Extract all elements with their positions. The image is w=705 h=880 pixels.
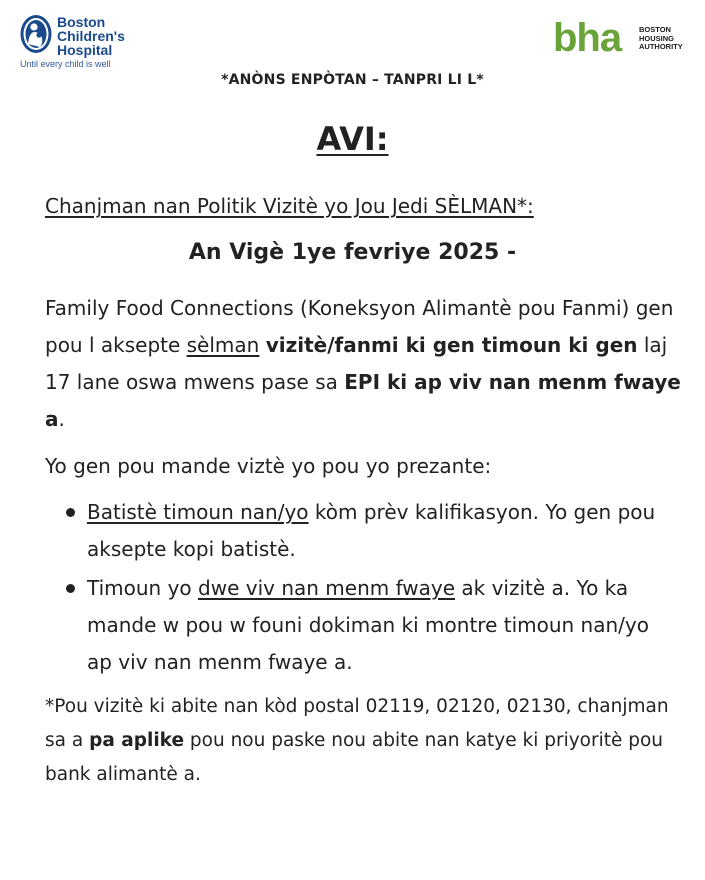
bha-wordmark-text: bha <box>553 18 622 54</box>
bullet-icon <box>66 508 75 517</box>
policy-change-heading: Chanjman nan Politik Vizitè yo Jou Jedi SÈLMAN*: <box>45 194 534 218</box>
bch-seal-icon <box>19 14 53 56</box>
bha-name-line-1: BOSTON <box>639 25 671 34</box>
p1-same-household: EPI ki ap viv nan menm fwaye a <box>45 370 681 431</box>
boston-housing-authority-logo <box>553 18 703 58</box>
list-item <box>60 570 680 681</box>
bullet-1-underlined: Batistè timoun nan/yo <box>87 500 309 524</box>
bch-name-line-3: Hospital <box>57 42 113 58</box>
p1-period: . <box>58 407 65 431</box>
bch-tagline: Until every child is well <box>20 59 111 69</box>
requirements-intro: Yo gen pou mande viztè yo pou yo prezante: <box>45 454 492 478</box>
requirements-list <box>60 494 680 683</box>
footnote-text-1: *Pou vizitè ki abite nan kòd postal 02119, 02120, 02130, chanjman sa a <box>45 696 669 751</box>
bch-name-line-2: Children's <box>57 28 125 44</box>
footnote-does-not-apply: pa aplike <box>89 730 185 751</box>
bullet-2-text: ak vizitè a. Yo ka mande w pou w founi dokiman ki montre timoun nan/yo ap viv nan menm fwaye a. <box>87 576 649 674</box>
p1-text-2: laj 17 lane oswa mwens pase sa <box>45 333 668 394</box>
effective-date: An Vigè 1ye fevriye 2025 - <box>188 240 517 265</box>
bullet-1-text: kòm prèv kalifikasyon. Yo gen pou aksepte kopi batistè. <box>87 500 656 561</box>
footnote-text-2: pou nou paske nou abite nan katye ki priyoritè pou bank alimantè a. <box>45 730 664 785</box>
list-item <box>60 494 680 568</box>
notice-title: AVI: <box>316 120 389 158</box>
p1-visitor-families: vizitè/fanmi ki gen timoun ki gen <box>265 333 638 357</box>
bha-wordmark <box>553 18 635 54</box>
zip-code-footnote <box>45 690 685 792</box>
announcement-line: *ANÒNS ENPÒTAN – TANPRI LI L* <box>221 72 484 88</box>
bch-name <box>57 15 167 57</box>
bha-name-line-2: HOUSING <box>639 33 675 43</box>
eligibility-paragraph <box>45 290 685 438</box>
bullet-2-underlined: dwe viv nan menm fwaye <box>198 576 456 600</box>
bha-name-line-3: AUTHORITY <box>639 42 683 51</box>
p1-text-1: Family Food Connections (Koneksyon Alimantè pou Fanmi) gen pou l aksepte <box>45 296 674 357</box>
bha-name <box>639 26 683 52</box>
p1-only-emphasis: sèlman <box>186 333 260 357</box>
bullet-2-prefix: Timoun yo <box>87 576 199 600</box>
bch-name-line-1: Boston <box>57 14 106 30</box>
boston-childrens-hospital-logo <box>19 14 169 70</box>
bullet-icon <box>66 584 75 593</box>
